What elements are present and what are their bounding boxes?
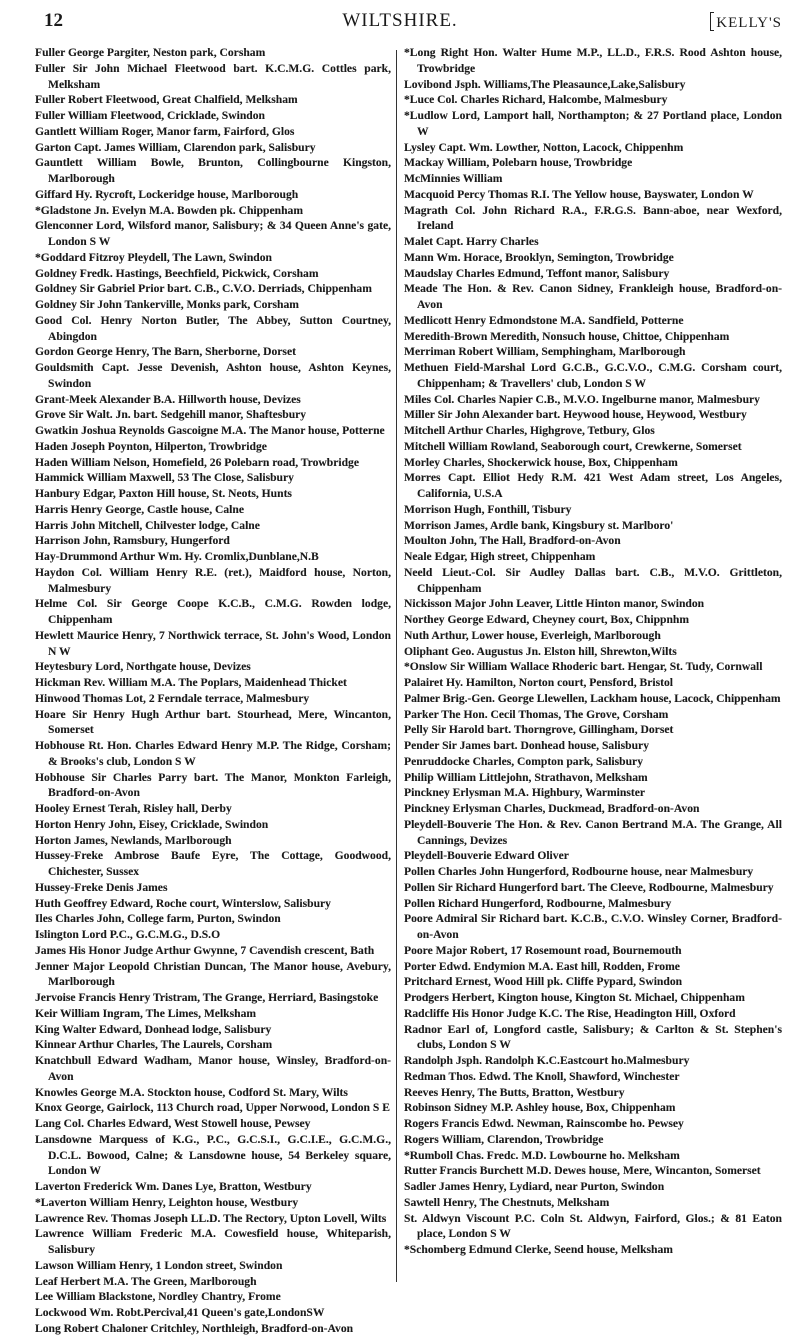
directory-entry: Grove Sir Walt. Jn. bart. Sedgehill manor, Shaftesbury	[35, 408, 307, 422]
directory-entry: Fuller Robert Fleetwood, Great Chalfield, Melksham	[35, 93, 298, 107]
directory-entry: Magrath Col. John Richard R.A., F.R.G.S. Bann-aboe, near Wexford, Ireland	[404, 203, 782, 233]
directory-entry: Hussey-Freke Denis James	[35, 880, 168, 894]
directory-entry: Pleydell-Bouverie Edward Oliver	[404, 849, 569, 863]
directory-entry: *Ludlow Lord, Lamport hall, Northampton; & 27 Portland place, London W	[404, 109, 782, 138]
directory-entry: Goldney Sir John Tankerville, Monks park, Corsham	[35, 298, 299, 311]
directory-entry: Hobhouse Rt. Hon. Charles Edward Henry M.P. The Ridge, Corsham; & Brooks's club, London S W	[35, 739, 391, 768]
directory-entry: Pinckney Erlysman Charles, Duckmead, Bradford-on-Avon	[404, 802, 700, 815]
directory-entry: Rutter Francis Burchett M.D. Dewes house, Mere, Wincanton, Somerset	[404, 1164, 761, 1178]
directory-entry: Miles Col. Charles Napier C.B., M.V.O. Ingelburne manor, Malmesbury	[404, 392, 760, 406]
directory-entry: Haden Joseph Poynton, Hilperton, Trowbridge	[35, 439, 267, 453]
directory-entry: Fuller William Fleetwood, Cricklade, Swindon	[35, 109, 265, 122]
directory-entry: *Onslow Sir William Wallace Rhoderic bart. Hengar, St. Tudy, Cornwall	[404, 660, 763, 674]
directory-entry: Horton James, Newlands, Marlborough	[35, 833, 232, 847]
directory-entry: Knowles George M.A. Stockton house, Codford St. Mary, Wilts	[35, 1085, 348, 1099]
directory-entry: Hewlett Maurice Henry, 7 Northwick terrace, St. John's Wood, London N W	[35, 628, 391, 658]
directory-entry: Morrison Hugh, Fonthill, Tisbury	[404, 502, 572, 516]
directory-entry: Huth Geoffrey Edward, Roche court, Winterslow, Salisbury	[35, 896, 331, 910]
directory-entry: *Long Right Hon. Walter Hume M.P., LL.D., F.R.S. Rood Ashton house, Trowbridge	[404, 46, 782, 75]
directory-entry: Giffard Hy. Rycroft, Lockeridge house, Marlborough	[35, 187, 299, 201]
directory-entry: Haden William Nelson, Homefield, 26 Polebarn road, Trowbridge	[35, 455, 359, 469]
directory-entry: Lysley Capt. Wm. Lowther, Notton, Lacock, Chippenhm	[404, 140, 684, 154]
directory-entry: Leaf Herbert M.A. The Green, Marlborough	[35, 1274, 257, 1288]
directory-entry: Macquoid Percy Thomas R.I. The Yellow house, Bayswater, London W	[404, 187, 754, 201]
directory-entry: Laverton Frederick Wm. Danes Lye, Bratton, Westbury	[35, 1180, 312, 1193]
directory-entry: Lee William Blackstone, Nordley Chantry, Frome	[35, 1290, 281, 1304]
directory-entry: Palmer Brig.-Gen. George Llewellen, Lackham house, Lacock, Chippenham	[404, 691, 781, 705]
directory-entry: Northey George Edward, Cheyney court, Box, Chippnhm	[404, 613, 690, 626]
directory-entry: Gouldsmith Capt. Jesse Devenish, Ashton house, Ashton Keynes, Swindon	[35, 361, 391, 390]
directory-entry: Jervoise Francis Henry Tristram, The Grange, Herriard, Basingstoke	[35, 991, 379, 1004]
running-head	[710, 12, 782, 32]
page-header	[0, 4, 800, 38]
directory-entry: Hoare Sir Henry Hugh Arthur bart. Stourhead, Mere, Wincanton, Somerset	[35, 707, 391, 737]
directory-entry: Neeld Lieut.-Col. Sir Audley Dallas bart. C.B., M.V.O. Grittleton, Chippenham	[404, 565, 782, 595]
directory-entry: Palairet Hy. Hamilton, Norton court, Pensford, Bristol	[404, 676, 673, 689]
directory-entry: Morrison James, Ardle bank, Kingsbury st. Marlboro'	[404, 518, 674, 532]
directory-entry: *Laverton William Henry, Leighton house, Westbury	[35, 1195, 299, 1209]
column-divider	[396, 50, 397, 1282]
directory-entry: Pelly Sir Harold bart. Thorngrove, Gillingham, Dorset	[404, 723, 674, 737]
directory-entry: Sawtell Henry, The Chestnuts, Melksham	[404, 1195, 610, 1209]
directory-entry: Glenconner Lord, Wilsford manor, Salisbury; & 34 Queen Anne's gate, London S W	[35, 219, 391, 248]
directory-entry: Philip William Littlejohn, Strathavon, Melksham	[404, 770, 648, 784]
directory-entry: Iles Charles John, College farm, Purton, Swindon	[35, 912, 281, 926]
directory-entry: Hussey-Freke Ambrose Baufe Eyre, The Cottage, Goodwood, Chichester, Sussex	[35, 849, 391, 878]
directory-entry: Poore Admiral Sir Richard bart. K.C.B., C.V.O. Winsley Corner, Bradford-on-Avon	[404, 912, 782, 941]
directory-entry: Fuller George Pargiter, Neston park, Corsham	[35, 46, 266, 59]
directory-entry: Keir William Ingram, The Limes, Melksham	[35, 1006, 257, 1020]
directory-entry: Pollen Richard Hungerford, Rodbourne, Malmesbury	[404, 896, 672, 910]
directory-entry: Goldney Fredk. Hastings, Beechfield, Pickwick, Corsham	[35, 266, 319, 280]
directory-entry: Pinckney Erlysman M.A. Highbury, Warminster	[404, 786, 646, 800]
directory-entry: Lawson William Henry, 1 London street, Swindon	[35, 1258, 283, 1272]
directory-entry: St. Aldwyn Viscount P.C. Coln St. Aldwyn, Fairford, Glos.; & 81 Eaton place, London S W	[404, 1211, 782, 1241]
directory-entry: Haydon Col. William Henry R.E. (ret.), Maidford house, Norton, Malmesbury	[35, 565, 391, 595]
directory-entry: Merriman Robert William, Semphingham, Marlborough	[404, 345, 686, 359]
directory-entry: *Schomberg Edmund Clerke, Seend house, Melksham	[404, 1243, 673, 1256]
directory-entry: Mitchell William Rowland, Seaborough court, Crewkerne, Somerset	[404, 439, 742, 453]
directory-entry: Rogers Francis Edwd. Newman, Rainscombe ho. Pewsey	[404, 1117, 684, 1130]
directory-entry: Gantlett William Roger, Manor farm, Fairford, Glos	[35, 124, 295, 138]
directory-entry: Hobhouse Sir Charles Parry bart. The Manor, Monkton Farleigh, Bradford-on-Avon	[35, 770, 391, 800]
directory-entry: Radcliffe His Honor Judge K.C. The Rise, Headington Hill, Oxford	[404, 1006, 736, 1020]
directory-entry: Jenner Major Leopold Christian Duncan, The Manor house, Avebury, Marlborough	[35, 959, 391, 989]
directory-entry: Horton Henry John, Eisey, Cricklade, Swindon	[35, 817, 269, 831]
directory-entry: *Luce Col. Charles Richard, Halcombe, Malmesbury	[404, 93, 668, 107]
directory-entry: Mitchell Arthur Charles, Highgrove, Tetbury, Glos	[404, 424, 655, 437]
directory-entry: Pleydell-Bouverie The Hon. & Rev. Canon Bertrand M.A. The Grange, All Cannings, Devizes	[404, 817, 782, 847]
directory-entry: Lovibond Jsph. Williams,The Pleasaunce,Lake,Salisbury	[404, 77, 686, 91]
directory-entry: Randolph Jsph. Randolph K.C.Eastcourt ho.Malmesbury	[404, 1054, 690, 1067]
directory-entry: Pritchard Ernest, Wood Hill pk. Cliffe Pypard, Swindon	[404, 975, 683, 989]
directory-entry: Kinnear Arthur Charles, The Laurels, Corsham	[35, 1038, 273, 1052]
directory-entry: Harris John Mitchell, Chilvester lodge, Calne	[35, 518, 260, 532]
directory-entry: Lansdowne Marquess of K.G., P.C., G.C.S.I., G.C.I.E., G.C.M.G., D.C.L. Bowood, Calne; & Lansdowne house, 54 Berkeley square, London W	[35, 1132, 391, 1178]
directory-entry: Medlicott Henry Edmondstone M.A. Sandfield, Potterne	[404, 313, 684, 327]
page-title: WILTSHIRE.	[342, 10, 458, 31]
directory-entry: Hinwood Thomas Lot, 2 Ferndale terrace, Malmesbury	[35, 691, 310, 705]
directory-entry: Lang Col. Charles Edward, West Stowell house, Pewsey	[35, 1117, 311, 1130]
directory-entry: Reeves Henry, The Butts, Bratton, Westbury	[404, 1085, 625, 1099]
directory-entry: Poore Major Robert, 17 Rosemount road, Bournemouth	[404, 943, 682, 957]
directory-entry: Radnor Earl of, Longford castle, Salisbury; & Carlton & St. Stephen's clubs, London S W	[404, 1022, 782, 1052]
directory-entry: Mann Wm. Horace, Brooklyn, Semington, Trowbridge	[404, 250, 674, 264]
directory-entry: Sadler James Henry, Lydiard, near Purton, Swindon	[404, 1180, 665, 1193]
directory-entry: Pender Sir James bart. Donhead house, Salisbury	[404, 739, 650, 752]
right-column	[404, 45, 782, 1258]
directory-entry: Neale Edgar, High street, Chippenham	[404, 550, 596, 563]
directory-entry: *Goddard Fitzroy Pleydell, The Lawn, Swindon	[35, 250, 272, 264]
running-head-text: KELLY'S	[716, 15, 782, 31]
directory-entry: Harrison John, Ramsbury, Hungerford	[35, 534, 230, 548]
directory-entry: Miller Sir John Alexander bart. Heywood house, Heywood, Westbury	[404, 408, 747, 422]
directory-entry: Rogers William, Clarendon, Trowbridge	[404, 1132, 604, 1146]
directory-entry: Redman Thos. Edwd. The Knoll, Shawford, Winchester	[404, 1069, 680, 1083]
directory-entry: Helme Col. Sir George Coope K.C.B., C.M.G. Rowden lodge, Chippenham	[35, 597, 391, 626]
directory-entry: Grant-Meek Alexander B.A. Hillworth house, Devizes	[35, 392, 301, 406]
directory-entry: *Gladstone Jn. Evelyn M.A. Bowden pk. Chippenham	[35, 203, 304, 217]
bracket-mark	[710, 12, 714, 31]
directory-entry: Knox George, Gairlock, 113 Church road, Upper Norwood, London S E	[35, 1101, 390, 1115]
directory-entry: Garton Capt. James William, Clarendon park, Salisbury	[35, 140, 316, 154]
directory-entry: Gauntlett William Bowle, Brunton, Collingbourne Kingston, Marlborough	[35, 156, 391, 185]
directory-entry: Meredith-Brown Meredith, Nonsuch house, Chittoe, Chippenham	[404, 329, 730, 343]
directory-entry: Long Robert Chaloner Critchley, Northleigh, Bradford-on-Avon	[35, 1321, 354, 1335]
directory-entry: Heytesbury Lord, Northgate house, Devizes	[35, 660, 251, 674]
directory-entry: Pollen Charles John Hungerford, Rodbourne house, near Malmesbury	[404, 865, 754, 878]
directory-entry: James His Honor Judge Arthur Gwynne, 7 Cavendish crescent, Bath	[35, 943, 375, 957]
directory-entry: Robinson Sidney M.P. Ashley house, Box, Chippenham	[404, 1101, 676, 1115]
directory-entry: Hanbury Edgar, Paxton Hill house, St. Neots, Hunts	[35, 487, 292, 500]
directory-entry: Methuen Field-Marshal Lord G.C.B., G.C.V.O., C.M.G. Corsham court, Chippenham; & Travellers' club, London S W	[404, 361, 782, 390]
directory-entry: Gordon George Henry, The Barn, Sherborne, Dorset	[35, 345, 296, 359]
directory-entry: Hammick William Maxwell, 53 The Close, Salisbury	[35, 471, 294, 485]
directory-entry: Gwatkin Joshua Reynolds Gascoigne M.A. The Manor house, Potterne	[35, 424, 385, 437]
directory-entry: Harris Henry George, Castle house, Calne	[35, 502, 244, 516]
directory-entry: Parker The Hon. Cecil Thomas, The Grove, Corsham	[404, 707, 669, 721]
left-column	[35, 45, 391, 1337]
directory-entry: Nickisson Major John Leaver, Little Hinton manor, Swindon	[404, 597, 705, 611]
directory-entry: Maudslay Charles Edmund, Teffont manor, Salisbury	[404, 266, 670, 280]
directory-entry: Knatchbull Edward Wadham, Manor house, Winsley, Bradford-on-Avon	[35, 1054, 391, 1083]
directory-entry: Lockwood Wm. Robt.Percival,41 Queen's gate,LondonSW	[35, 1306, 325, 1319]
directory-entry: Good Col. Henry Norton Butler, The Abbey, Sutton Courtney, Abingdon	[35, 313, 391, 343]
directory-entry: Morres Capt. Elliot Hedy R.M. 421 West Adam street, Los Angeles, California, U.S.A	[404, 471, 782, 500]
directory-entry: Oliphant Geo. Augustus Jn. Elston hill, Shrewton,Wilts	[404, 644, 677, 658]
directory-entry: Goldney Sir Gabriel Prior bart. C.B., C.V.O. Derriads, Chippenham	[35, 282, 372, 296]
directory-entry: Prodgers Herbert, Kington house, Kington St. Michael, Chippenham	[404, 991, 745, 1004]
directory-entry: Hay-Drummond Arthur Wm. Hy. Cromlix,Dunblane,N.B	[35, 550, 319, 563]
directory-entry: Lawrence Rev. Thomas Joseph LL.D. The Rectory, Upton Lovell, Wilts	[35, 1211, 387, 1225]
directory-entry: King Walter Edward, Donhead lodge, Salisbury	[35, 1022, 272, 1036]
directory-entry: Moulton John, The Hall, Bradford-on-Avon	[404, 534, 621, 548]
directory-entry: Morley Charles, Shockerwick house, Box, Chippenham	[404, 455, 678, 469]
directory-entry: Malet Capt. Harry Charles	[404, 235, 539, 248]
directory-entry: Meade The Hon. & Rev. Canon Sidney, Frankleigh house, Bradford-on-Avon	[404, 282, 782, 311]
directory-entry: Nuth Arthur, Lower house, Everleigh, Marlborough	[404, 628, 661, 642]
directory-entry: Islington Lord P.C., G.C.M.G., D.S.O	[35, 928, 221, 941]
directory-entry: Lawrence William Frederic M.A. Cowesfield house, Whiteparish, Salisbury	[35, 1227, 391, 1256]
directory-entry: Fuller Sir John Michael Fleetwood bart. K.C.M.G. Cottles park, Melksham	[35, 61, 391, 91]
directory-entry: *Rumboll Chas. Fredc. M.D. Lowbourne ho. Melksham	[404, 1148, 680, 1162]
directory-entry: Hickman Rev. William M.A. The Poplars, Maidenhead Thicket	[35, 676, 347, 689]
directory-entry: Mackay William, Polebarn house, Trowbridge	[404, 156, 633, 170]
directory-entry: McMinnies William	[404, 172, 503, 185]
directory-entry: Penruddocke Charles, Compton park, Salisbury	[404, 754, 643, 768]
directory-entry: Porter Edwd. Endymion M.A. East hill, Rodden, Frome	[404, 959, 680, 973]
page-number: 12	[44, 10, 63, 31]
directory-entry: Hooley Ernest Terah, Risley hall, Derby	[35, 802, 232, 815]
directory-entry: Pollen Sir Richard Hungerford bart. The Cleeve, Rodbourne, Malmesbury	[404, 880, 774, 894]
